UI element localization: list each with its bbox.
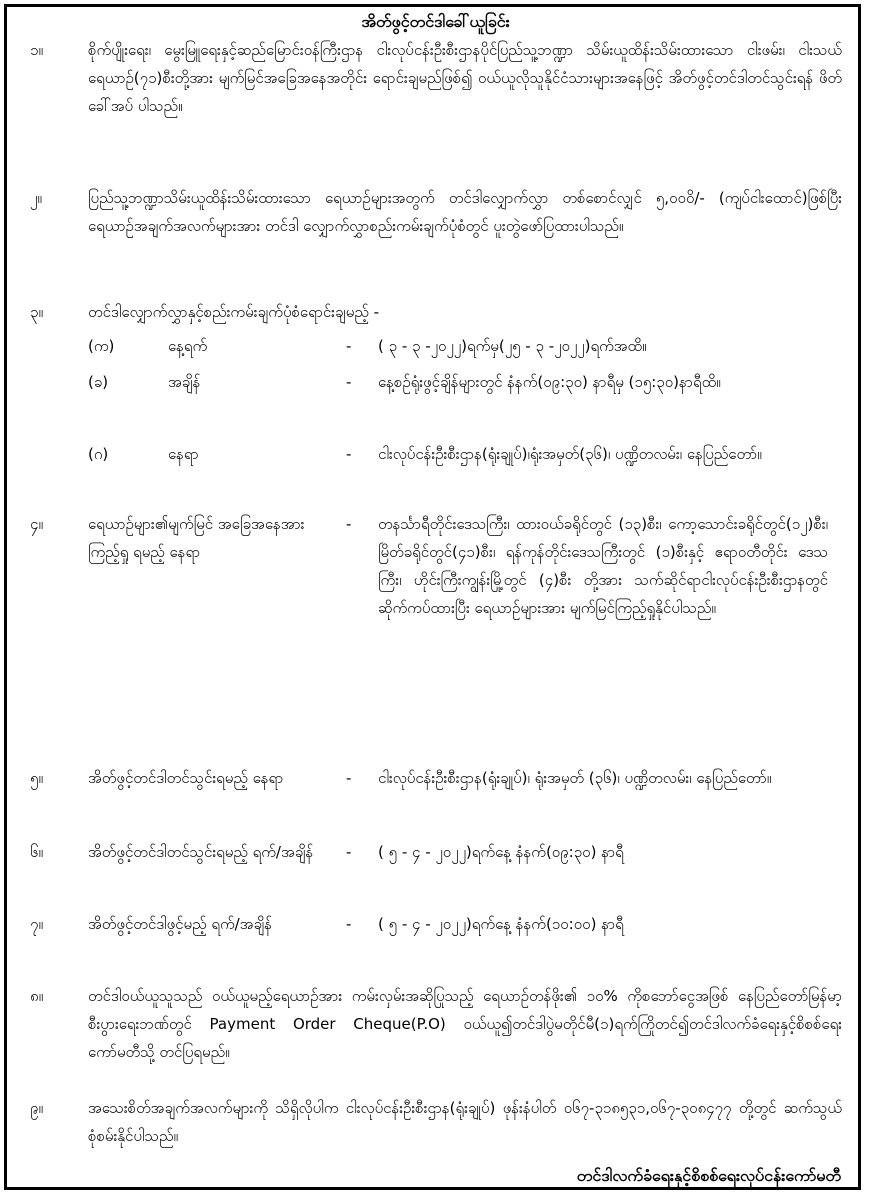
item-value: ( ၅ - ၄ - ၂၀၂၂)ရက်နေ့ နံနက်(၁၀:၀၀) နာရီ — [378, 915, 624, 933]
item-inspection-place — [0, 510, 871, 760]
paragraph-number: ၃။ — [30, 303, 43, 321]
paragraph-text: တင်ဒါလျှောက်လွှာနှင့်စည်းကမ်းချက်ပုံစံရောင်းချမည့် - — [88, 303, 380, 321]
paragraph-number: ၂။ — [30, 189, 42, 207]
item-opening-time — [0, 910, 871, 980]
item-number: ၄။ — [30, 515, 43, 533]
paragraph-number: ၉။ — [30, 1099, 43, 1117]
item-value: ငါးလုပ်ငန်းဦးစီးဌာန(ရုံးချုပ်)၊ ရုံးအမှတ် (၃၆)၊ ပဏ္ဍိတလမ်း၊ နေပြည်တော်။ — [378, 769, 772, 787]
item-label: အိတ်ဖွင့်တင်ဒါတင်သွင်းရမည့် ရက်/အချိန် — [88, 843, 314, 861]
sub-item-value: ငါးလုပ်ငန်းဦးစီးဌာန(ရုံးချုပ်)၊ရုံးအမှတ်(၃၆)၊ ပဏ္ဍိတလမ်း၊ နေပြည်တော်။ — [378, 445, 762, 463]
item-value: တနင်္သာရီတိုင်းဒေသကြီး၊ ထားဝယ်ခရိုင်တွင် (၁၃)စီး၊ ကော့သောင်းခရိုင်တွင်(၁၂)စီး၊ မြိတ်ခရိုင်တွင်(၄၁)စီး၊ ရန်ကုန်တိုင်းဒေသကြီးတွင် (၁)စီးနှင့် ဧရာဝတီတိုင်း ဒေသကြီး၊ ဟိုင်းကြီးကျွန်းမြို့တွင် (၄)စီး တို့အား သက်ဆိုင်ရာငါးလုပ်ငန်းဦးစီးဌာနတွင် ဆိုက်ကပ်ထားပြီး ရေယာဉ်များအား မျက်မြင်ကြည့်ရှုနိုင်ပါသည်။ — [378, 515, 828, 617]
sub-item-label: နေ့ရက် — [168, 337, 208, 355]
paragraph-text: တင်ဒါဝယ်ယူသူသည် ဝယ်ယူမည့်ရေယာဉ်အား ကမ်းလှမ်းအဆိုပြုသည့် ရေယာဉ်တန်ဖိုး၏ ၁၀% ကိုစဘော်ငွေအဖြစ် နေပြည်တော်မြန်မာ့စီးပွားရေးဘဏ်တွင် Payment Order Cheque(P.O) ဝယ်ယူ၍တင်ဒါပွဲမတိုင်မီ(၁)ရက်ကြိုတင်၍တင်ဒါလက်ခံရေးနှင့်စိစစ်ရေးကော်မတီသို့ တင်ပြရမည်။ — [88, 987, 842, 1061]
item-submission-place — [0, 764, 871, 834]
sub-item-label: အချိန် — [168, 373, 201, 391]
paragraph-2 — [30, 184, 842, 240]
item-label: အိတ်ဖွင့်တင်ဒါတင်သွင်းရမည့် နေရာ — [88, 769, 284, 787]
notice-title: အိတ်ဖွင့်တင်ဒါခေါ်ယူခြင်း — [361, 12, 510, 31]
sub-item-letter: (ဂ) — [88, 445, 109, 463]
item-label: ရေယာဉ်များ၏မျက်မြင် အခြေအနေအားကြည့်ရှု ရမည့် နေရာ — [88, 515, 305, 561]
item-dash: - — [346, 515, 352, 533]
item-value: ( ၅ - ၄ - ၂၀၂၂)ရက်နေ့ နံနက်(၀၉:၃၀) နာရီ — [378, 843, 624, 861]
sub-item-place — [0, 440, 871, 510]
sub-item-letter: (ခ) — [88, 373, 109, 391]
sub-item-time — [0, 368, 871, 438]
item-number: ၇။ — [30, 915, 43, 933]
sub-item-date — [0, 332, 871, 372]
sub-item-dash: - — [346, 445, 352, 463]
paragraph-number: ၁။ — [30, 41, 43, 59]
paragraph-3 — [30, 298, 842, 326]
paragraph-text: ပြည်သူ့ဘဏ္ဍာသိမ်းယူထိန်းသိမ်းထားသော ရေယာဉ်များအတွက် တင်ဒါလျှောက်လွှာ တစ်စောင်လျှင် ၅,၀၀၀ိ/- (ကျပ်ငါးထောင်)ဖြစ်ပြီး ရေယာဉ်အချက်အလက်များအား တင်ဒါ လျှောက်လွှာစည်းကမ်းချက်ပုံစံတွင် ပူးတွဲဖော်ပြထားပါသည်။ — [88, 189, 842, 235]
paragraph-9 — [30, 1094, 842, 1150]
item-label: အိတ်ဖွင့်တင်ဒါဖွင့်မည့် ရက်/အချိန် — [88, 915, 273, 933]
sub-item-label: နေရာ — [168, 445, 199, 463]
committee-signature: တင်ဒါလက်ခံရေးနှင့်စိစစ်ရေးလုပ်ငန်းကော်မတီ — [576, 1166, 841, 1185]
item-number: ၆။ — [30, 843, 43, 861]
item-number: ၅။ — [30, 769, 43, 787]
item-dash: - — [346, 843, 352, 861]
sub-item-value: ( ၃ - ၃ -၂၀၂၂)ရက်မှ(၂၅ - ၃ -၂၀၂၂)ရက်အထိ။ — [378, 337, 647, 355]
sub-item-dash: - — [346, 337, 352, 355]
paragraph-1 — [30, 36, 842, 120]
paragraph-8 — [30, 982, 842, 1066]
paragraph-text: စိုက်ပျိုးရေး၊ မွေးမြူရေးနှင့်ဆည်မြောင်းဝန်ကြီးဌာန ငါးလုပ်ငန်းဦးစီးဌာနပိုင်ပြည်သူ့ဘဏ္ဍာ သိမ်းယူထိန်းသိမ်းထားသော ငါးဖမ်း၊ ငါးသယ်ရေယာဉ်(၇၁)စီးတို့အား မျက်မြင်အခြေအနေအတိုင်း ရောင်းချမည်ဖြစ်၍ ဝယ်ယူလိုသူနိုင်ငံသားများအနေဖြင့် အိတ်ဖွင့်တင်ဒါတင်သွင်းရန် ဖိတ်ခေါ်အပ် ပါသည်။ — [88, 41, 842, 115]
item-dash: - — [346, 769, 352, 787]
item-dash: - — [346, 915, 352, 933]
paragraph-text: အသေးစိတ်အချက်အလက်များကို သိရှိလိုပါက ငါးလုပ်ငန်းဦးစီးဌာန(ရုံးချုပ်) ဖုန်းနံပါတ် ၀၆၇-၃၁၈၅၃၁,၀၆၇-၃၀၈၄၇၇ တို့တွင် ဆက်သွယ်စုံစမ်းနိုင်ပါသည်။ — [88, 1099, 842, 1145]
item-submission-time — [0, 838, 871, 908]
sub-item-letter: (က) — [88, 337, 115, 355]
paragraph-number: ၈။ — [30, 987, 44, 1005]
sub-item-dash: - — [346, 373, 352, 391]
sub-item-value: နေ့စဉ်ရုံးဖွင့်ချိန်များတွင် နံနက်(၀၉:၃၀) နာရီမှ (၁၅:၃၀)နာရီထိ။ — [378, 373, 721, 391]
